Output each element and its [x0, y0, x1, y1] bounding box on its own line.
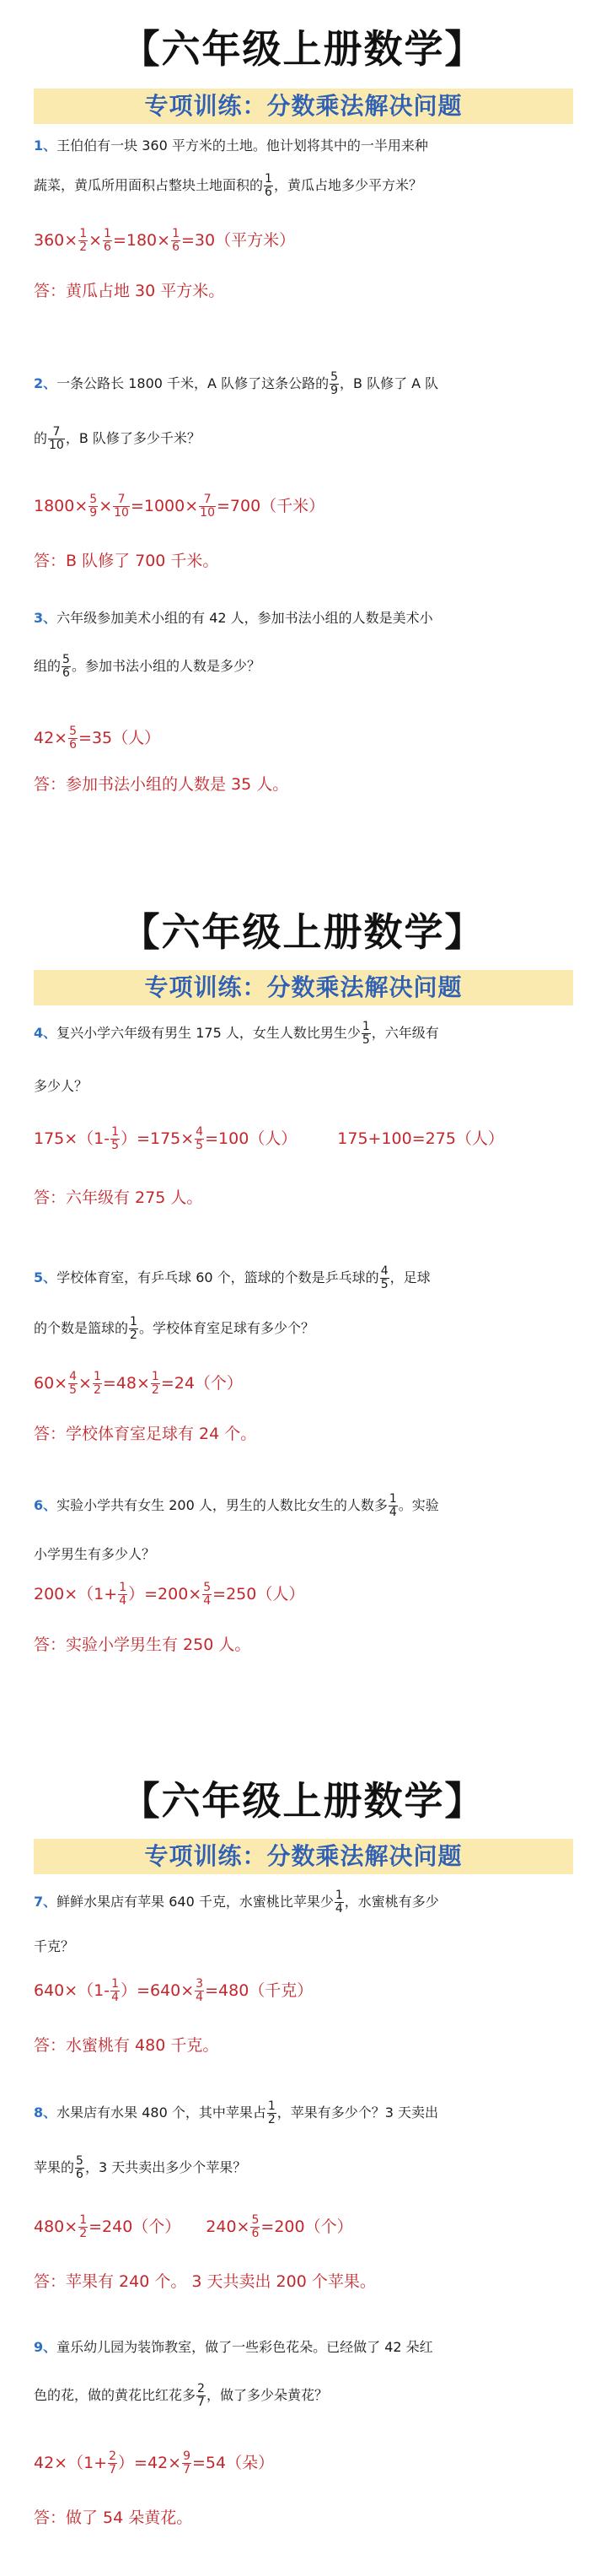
- question-text: 水果店有水果 480 个，其中苹果占: [56, 2104, 266, 2121]
- problem-number: 3、: [34, 610, 57, 626]
- calculation: 60× $\frac{4}{5}$ × $\frac{1}{2}$ =48× $\frac{1}{2}$ =24（个）: [34, 1370, 243, 1397]
- calculation: 175×（1- $\frac{1}{5}$ ）=175× $\frac{4}{5}$ =100（人） 175+100=275（人）: [34, 1125, 504, 1152]
- answer: 答：六年级有 275 人。: [34, 1188, 203, 1207]
- question-text: 的个数是篮球的: [34, 1320, 129, 1336]
- question-text: 色的花，做的黄花比红花多: [34, 2387, 196, 2403]
- question-text: ，3 天共卖出多少个苹果？: [84, 2159, 247, 2175]
- calculation: 200×（1+ $\frac{1}{4}$ ）=200× $\frac{5}{4}$ =250（人）: [34, 1581, 305, 1608]
- question-text: ，足球: [389, 1269, 431, 1285]
- question-text: 的: [34, 430, 48, 446]
- fraction: $\frac{4}{5}$: [380, 1264, 389, 1291]
- problem-number: 6、: [34, 1497, 57, 1513]
- fraction: $\frac{5}{9}$: [330, 370, 338, 397]
- answer: 答：参加书法小组的人数是 35 人。: [34, 775, 289, 794]
- answer: 答：水蜜桃有 480 千克。: [34, 2036, 219, 2055]
- problem-number: 7、: [34, 1894, 57, 1910]
- question-text: 组的: [34, 658, 62, 674]
- page-title: 【六年级上册数学】: [121, 909, 485, 955]
- question-text: ，六年级有: [371, 1025, 439, 1041]
- question-text: 六年级参加美术小组的有 42 人，参加书法小组的人数是美术小: [56, 610, 433, 626]
- calculation: 480× $\frac{1}{2}$ =240（个） 240× $\frac{5}{6}$ =200（个）: [34, 2213, 353, 2240]
- page-title: 【六年级上册数学】: [121, 1778, 485, 1824]
- topic-banner: 专项训练：分数乘法解决问题: [34, 1839, 573, 1874]
- answer: 答：苹果有 240 个。 3 天共卖出 200 个苹果。: [34, 2272, 376, 2291]
- page-title: 【六年级上册数学】: [121, 26, 485, 72]
- question-text: 鲜鲜水果店有苹果 640 千克，水蜜桃比苹果少: [56, 1894, 334, 1910]
- problem-number: 8、: [34, 2104, 57, 2121]
- calculation: 1800× $\frac{5}{9}$ × $\frac{7}{10}$ =1000× $\frac{7}{10}$ =700（千米）: [34, 493, 325, 520]
- topic-banner: 专项训练：分数乘法解决问题: [34, 89, 573, 124]
- problem-number: 1、: [34, 137, 57, 154]
- question-text: 学校体育室，有乒乓球 60 个，篮球的个数是乒乓球的: [56, 1269, 379, 1285]
- question-text: 苹果的: [34, 2159, 75, 2175]
- fraction: $\frac{5}{6}$: [62, 653, 70, 680]
- question-text: 。学校体育室足球有多少个？: [138, 1320, 314, 1336]
- question-text: ，水蜜桃有多少: [344, 1894, 439, 1910]
- problem-number: 9、: [34, 2339, 57, 2355]
- fraction: $\frac{5}{6}$: [76, 2154, 83, 2181]
- fraction: $\frac{1}{2}$: [130, 1315, 137, 1342]
- question-text: 蔬菜，黄瓜所用面积占整块土地面积的: [34, 177, 264, 193]
- fraction: $\frac{1}{2}$: [267, 2099, 276, 2126]
- answer: 答：实验小学男生有 250 人。: [34, 1636, 251, 1654]
- question-text: 一条公路长 1800 千米，A 队修了这条公路的: [56, 375, 330, 391]
- question-text: ，黄瓜占地多少平方米？: [273, 177, 422, 193]
- question-text: ，B 队修了 A 队: [340, 375, 439, 391]
- answer: 答：黄瓜占地 30 平方米。: [34, 282, 225, 300]
- question-text: 千克？: [34, 1938, 75, 1954]
- calculation: 42× $\frac{5}{6}$ =35（人）: [34, 725, 161, 752]
- answer: 答：做了 54 朵黄花。: [34, 2509, 193, 2527]
- answer: 答：学校体育室足球有 24 个。: [34, 1425, 257, 1443]
- question-text: ，做了多少朵黄花？: [206, 2387, 328, 2403]
- fraction: $\frac{1}{6}$: [265, 172, 272, 199]
- question-text: 实验小学共有女生 200 人，男生的人数比女生的人数多: [56, 1497, 388, 1513]
- fraction: $\frac{1}{4}$: [335, 1889, 343, 1916]
- problem-number: 4、: [34, 1025, 57, 1041]
- fraction: $\frac{1}{5}$: [362, 1020, 370, 1047]
- calculation: 360× $\frac{1}{2}$ × $\frac{1}{6}$ =180× $\frac{1}{6}$ =30（平方米）: [34, 227, 296, 254]
- fraction: $\frac{1}{4}$: [389, 1492, 397, 1519]
- problem-number: 5、: [34, 1269, 57, 1285]
- question-text: 多少人？: [34, 1078, 88, 1094]
- calculation: 42×（1+ $\frac{2}{7}$ ）=42× $\frac{9}{7}$ =54（朵）: [34, 2449, 275, 2476]
- fraction: $\frac{2}{7}$: [197, 2382, 205, 2409]
- question-text: 童乐幼儿园为装饰教室，做了一些彩色花朵。已经做了 42 朵红: [56, 2339, 433, 2355]
- question-text: 。实验: [398, 1497, 439, 1513]
- calculation: 640×（1- $\frac{1}{4}$ ）=640× $\frac{3}{4}$ =480（千克）: [34, 1977, 314, 2004]
- question-text: 复兴小学六年级有男生 175 人，女生人数比男生少: [56, 1025, 361, 1041]
- question-text: ，苹果有多少个？3 天卖出: [276, 2104, 439, 2121]
- question-text: 王伯伯有一块 360 平方米的土地。他计划将其中的一半用来种: [56, 137, 428, 154]
- topic-banner: 专项训练：分数乘法解决问题: [34, 970, 573, 1005]
- question-text: 。参加书法小组的人数是多少？: [71, 658, 260, 674]
- fraction: $\frac{7}{10}$: [49, 425, 64, 452]
- problem-number: 2、: [34, 375, 57, 391]
- question-text: 小学男生有多少人？: [34, 1546, 156, 1562]
- question-text: ，B 队修了多少千米？: [65, 430, 201, 446]
- answer: 答：B 队修了 700 千米。: [34, 552, 219, 570]
